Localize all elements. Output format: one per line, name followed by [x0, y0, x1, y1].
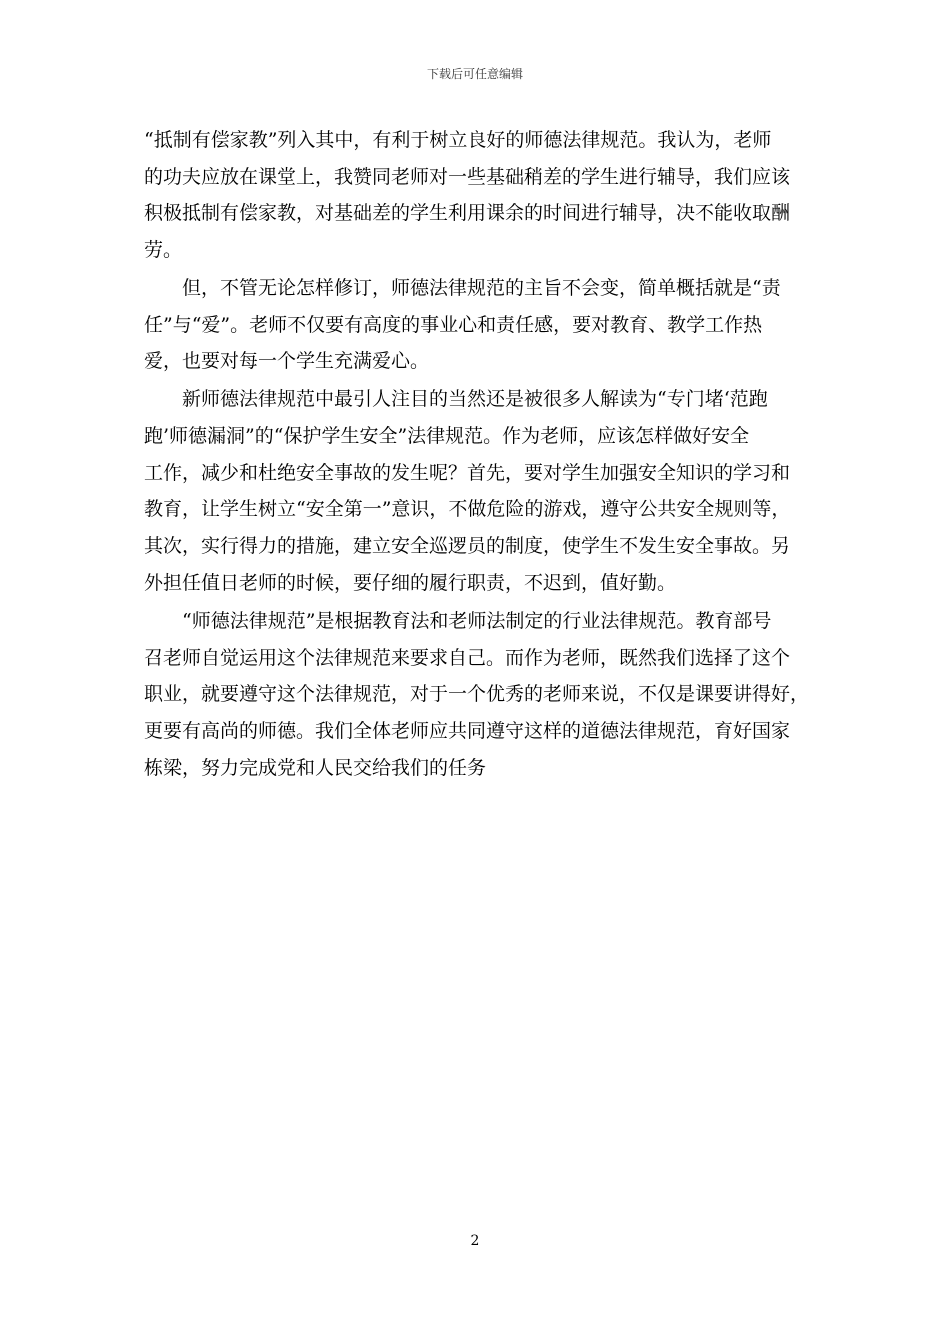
paragraph-conclusion [144, 603, 810, 786]
text-line: 工作，减少和杜绝安全事故的发生呢？首先，要对学生加强安全知识的学习和 [144, 461, 791, 484]
text-line: 教育，让学生树立“安全第一”意识，不做危险的游戏，遵守公共安全规则等， [144, 498, 791, 521]
text-line: 任”与“爱”。老师不仅要有高度的事业心和责任感，要对教育、教学工作热 [144, 313, 763, 336]
text-line: “师德法律规范”是根据教育法和老师法制定的行业法律规范。教育部号 [182, 609, 772, 632]
text-line: 栋梁，努力完成党和人民交给我们的任务 [144, 756, 487, 779]
text-line: “抵制有偿家教”列入其中，有利于树立良好的师德法律规范。我认为，老师 [144, 129, 772, 151]
text-line: 召老师自觉运用这个法律规范来要求自己。而作为老师，既然我们选择了这个 [144, 646, 791, 669]
paragraph-responsibility-love [144, 270, 810, 380]
text-line: 劳。 [144, 239, 183, 262]
page-header: 下载后可任意编辑 [426, 67, 523, 81]
text-line: 积极抵制有偿家教，对基础差的学生利用课余的时间进行辅导，决不能收取酬 [144, 202, 791, 225]
paragraph-student-safety [144, 381, 810, 601]
text-line: 职业，就要遵守这个法律规范，对于一个优秀的老师来说，不仅是课要讲得好， [144, 683, 810, 706]
text-line: 爱，也要对每一个学生充满爱心。 [144, 350, 430, 373]
text-line: 但，不管无论怎样修订，师德法律规范的主旨不会变，简单概括就是“责 [182, 277, 781, 300]
text-line: 外担任值日老师的时候，要仔细的履行职责，不迟到，值好勤。 [144, 571, 677, 594]
text-line: 的功夫应放在课堂上，我赞同老师对一些基础稍差的学生进行辅导，我们应该 [144, 165, 791, 188]
paragraph-continuation [144, 122, 810, 269]
text-line: 新师德法律规范中最引人注目的当然还是被很多人解读为“专门堵‘范跑 [182, 388, 768, 411]
text-line: 更要有高尚的师德。我们全体老师应共同遵守这样的道德法律规范，育好国家 [144, 719, 791, 742]
text-line: 跑’师德漏洞”的“保护学生安全”法律规范。作为老师，应该怎样做好安全 [144, 425, 750, 448]
document-body [144, 122, 810, 788]
page-number: 2 [470, 1233, 480, 1249]
text-line: 其次，实行得力的措施，建立安全巡逻员的制度，使学生不发生安全事故。另 [144, 535, 791, 558]
